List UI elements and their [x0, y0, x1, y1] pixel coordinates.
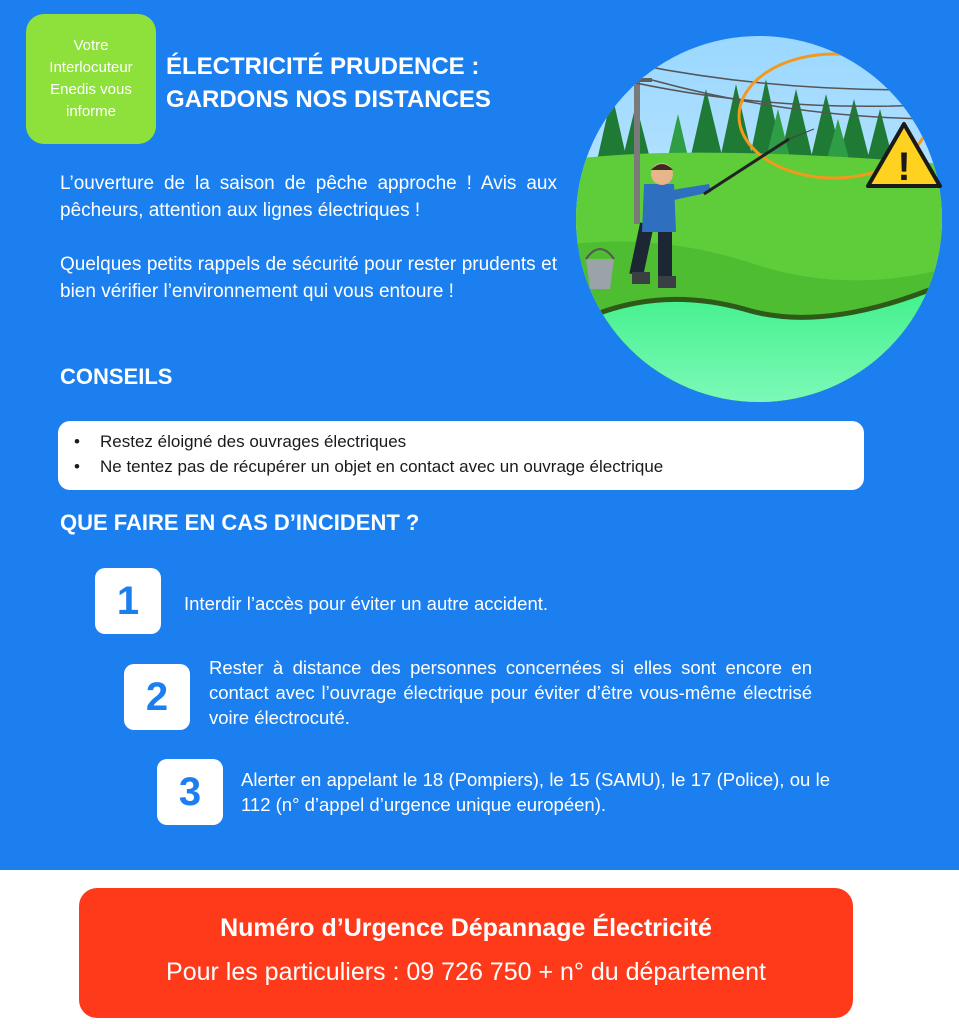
warning-glyph: !: [897, 145, 911, 189]
incident-heading: QUE FAIRE EN CAS D’INCIDENT ?: [60, 510, 420, 535]
emergency-title: Numéro d’Urgence Dépannage Électricité: [220, 914, 712, 942]
conseils-list: [74, 429, 864, 479]
intro-paragraph-1: L’ouverture de la saison de pêche approche ! Avis aux pêcheurs, attention aux lignes électriques !: [60, 173, 557, 221]
list-item: • Restez éloigné des ouvrages électriques: [74, 429, 864, 454]
title-line-2: GARDONS NOS DISTANCES: [166, 86, 491, 113]
step-text-3: Alerter en appelant le 18 (Pompiers), le 15 (SAMU), le 17 (Police), ou le 112 (n° d’appel d’urgence unique européen).: [241, 769, 830, 815]
conseils-heading: CONSEILS: [60, 364, 173, 389]
page-title: [166, 50, 491, 116]
fisherman-illustration: [574, 34, 944, 404]
conseils-box: [58, 421, 864, 490]
enedis-badge: [26, 14, 156, 144]
emergency-number: Pour les particuliers : 09 726 750 + n° du département: [166, 958, 766, 986]
list-item: • Ne tentez pas de récupérer un objet en contact avec un ouvrage électrique: [74, 454, 864, 479]
intro-text: [60, 170, 557, 305]
step-number-1: 1: [95, 568, 161, 634]
step-number-2: 2: [124, 664, 190, 730]
intro-paragraph-2: Quelques petits rappels de sécurité pour rester prudents et bien vérifier l’environnement qui vous entoure !: [60, 254, 557, 302]
badge-line: Interlocuteur: [49, 59, 133, 76]
emergency-banner: [79, 888, 853, 1018]
title-line-1: ÉLECTRICITÉ PRUDENCE :: [166, 53, 480, 80]
badge-line: Enedis vous: [50, 81, 132, 98]
badge-line: informe: [65, 103, 117, 120]
badge-line: Votre: [73, 37, 109, 54]
step-text-2: Rester à distance des personnes concernées si elles sont encore en contact avec l’ouvrage électrique pour éviter d’être vous-même électrisé voire électrocuté.: [209, 657, 812, 728]
step-number-3: 3: [157, 759, 223, 825]
step-text-1: Interdir l’accès pour éviter un autre accident.: [184, 593, 549, 614]
